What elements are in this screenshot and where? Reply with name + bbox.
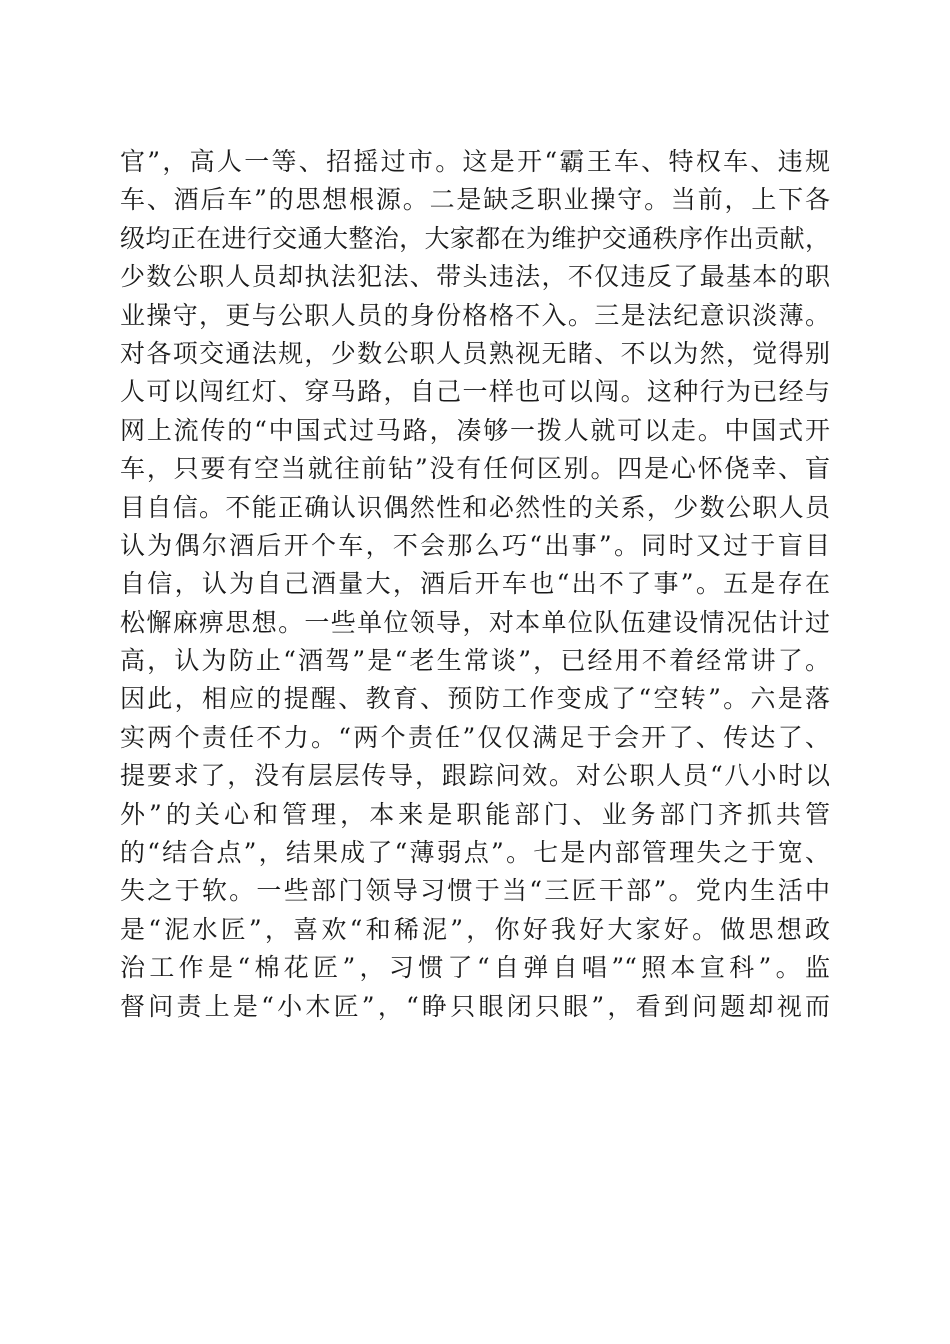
text-line: 高，认为防止“酒驾”是“老生常谈”，已经用不着经常讲了。 bbox=[120, 646, 830, 676]
text-line: 对各项交通法规，少数公职人员熟视无睹、不以为然，觉得别 bbox=[120, 338, 830, 368]
text-line: 自信，认为自己酒量大，酒后开车也“出不了事”。五是存在 bbox=[120, 569, 830, 599]
text-line: 督问责上是“小木匠”，“睁只眼闭只眼”，看到问题却视而 bbox=[120, 991, 830, 1021]
text-line: 少数公职人员却执法犯法、带头违法，不仅违反了最基本的职 bbox=[120, 262, 830, 292]
text-line: 目自信。不能正确认识偶然性和必然性的关系，少数公职人员 bbox=[120, 492, 830, 522]
text-line: 认为偶尔酒后开个车，不会那么巧“出事”。同时又过于盲目 bbox=[120, 530, 830, 560]
text-line: 因此，相应的提醒、教育、预防工作变成了“空转”。六是落 bbox=[120, 684, 830, 714]
text-line: 车，只要有空当就往前钻”没有任何区别。四是心怀侥幸、盲 bbox=[120, 454, 830, 484]
text-line: 业操守，更与公职人员的身份格格不入。三是法纪意识淡薄。 bbox=[120, 300, 830, 330]
text-line: 是“泥水匠”，喜欢“和稀泥”，你好我好大家好。做思想政 bbox=[120, 914, 830, 944]
text-line: 外”的关心和管理，本来是职能部门、业务部门齐抓共管 bbox=[120, 799, 830, 829]
text-line: 网上流传的“中国式过马路，凑够一拨人就可以走。中国式开 bbox=[120, 415, 830, 445]
text-line: 级均正在进行交通大整治，大家都在为维护交通秩序作出贡献， bbox=[120, 223, 830, 253]
body-text bbox=[120, 143, 830, 1026]
text-line: 提要求了，没有层层传导，跟踪问效。对公职人员“八小时以 bbox=[120, 761, 830, 791]
text-line: 实两个责任不力。“两个责任”仅仅满足于会开了、传达了、 bbox=[120, 722, 830, 752]
text-line: 车、酒后车”的思想根源。二是缺乏职业操守。当前，上下各 bbox=[120, 185, 830, 215]
text-line: 失之于软。一些部门领导习惯于当“三匠干部”。党内生活中 bbox=[120, 876, 830, 906]
text-line: 的“结合点”，结果成了“薄弱点”。七是内部管理失之于宽、 bbox=[120, 838, 830, 868]
text-line: 治工作是“棉花匠”，习惯了“自弹自唱”“照本宣科”。监 bbox=[120, 953, 830, 983]
text-line: 人可以闯红灯、穿马路，自己一样也可以闯。这种行为已经与 bbox=[120, 377, 830, 407]
text-line: 松懈麻痹思想。一些单位领导，对本单位队伍建设情况估计过 bbox=[120, 607, 830, 637]
text-line: 官”，高人一等、招摇过市。这是开“霸王车、特权车、违规 bbox=[120, 147, 830, 176]
